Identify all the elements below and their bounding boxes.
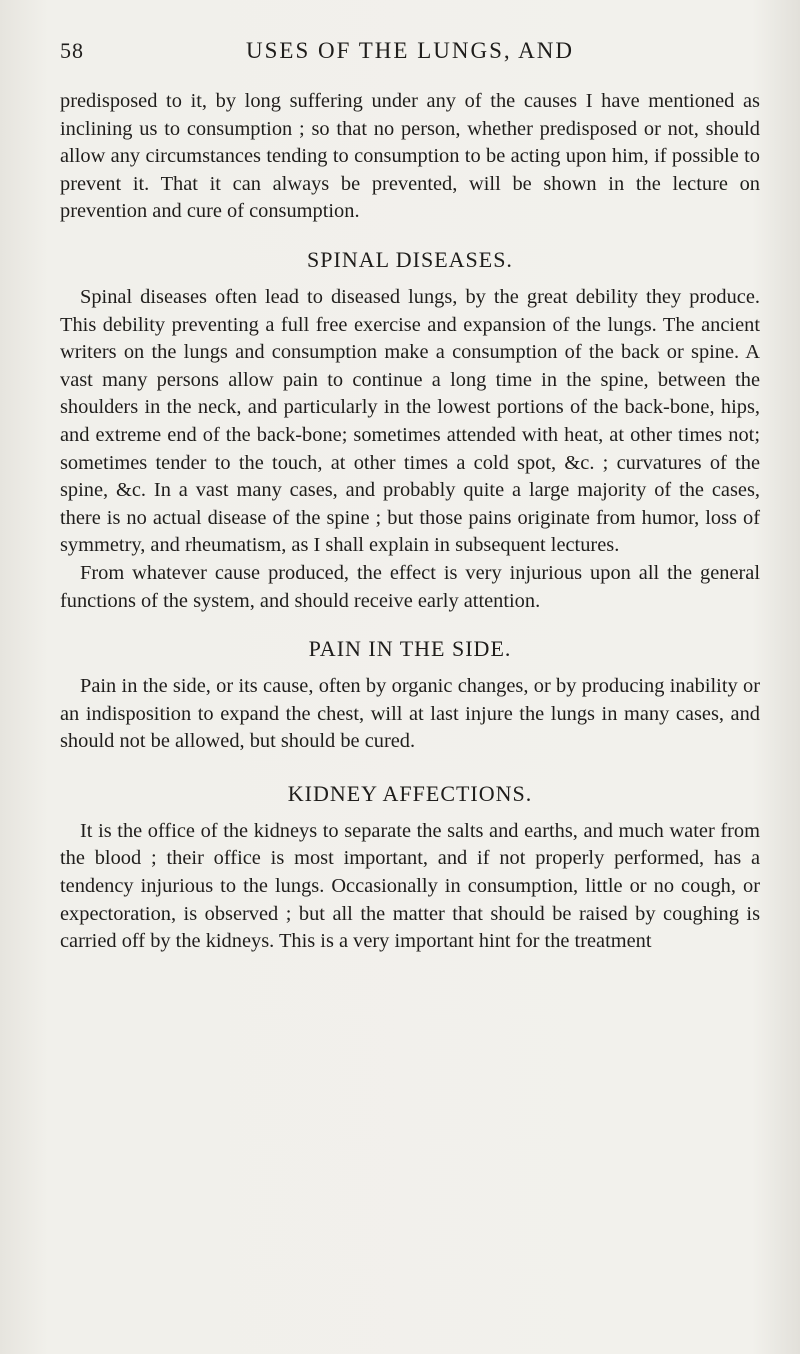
section-heading: KIDNEY AFFECTIONS. [287,780,533,806]
opening-paragraph: predisposed to it, by long suffering under any of the causes I have mentioned as inclining us to consumption ; so that no person, whether predisposed or not, should allow any circumstances tending to consumption to be acting upon him, if possible to prevent it. That it can always be prevented, will be shown in the lecture on prevention and cure of consumption. [60,90,760,223]
paragraph: Pain in the side, or its cause, often by organic changes, or by producing inability or an indisposition to expand the chest, will at last injure the lungs in many cases, and should not be allowed, but should be cured. [60,675,760,753]
section-spinal-diseases [60,236,760,615]
section-pain-in-the-side [60,625,760,756]
page-number: 58 [60,38,84,63]
paragraph: Spinal diseases often lead to diseased lungs, by the great debility they produce. This debility preventing a full free exercise and expansion of the lungs. The ancient writers on the lungs and consumption make a consumption of the back or spine. A vast many persons allow pain to continue a long time in the spine, between the shoulders in the neck, and particularly in the lowest portions of the back-bone, hips, and extreme end of the back-bone; sometimes attended with heat, at other times not; sometimes tender to the touch, at other times a cold spot, &c. ; curvatures of the spine, &c. In a vast many cases, and probably quite a large majority of the cases, there is no actual disease of the spine ; but those pains originate from humor, loss of symmetry, and rheumatism, as I shall explain in subsequent lectures. [60,285,760,557]
paragraph: From whatever cause produced, the effect is very injurious upon all the general functions of the system, and should receive early attention. [60,561,760,612]
page-header [60,38,760,68]
section-heading: PAIN IN THE SIDE. [308,636,512,662]
paragraph: It is the office of the kidneys to separate the salts and earths, and much water from the blood ; their office is most important, and if not properly performed, has a tendency injurious to the lungs. Occasionally in consumption, little or no cough, or expectoration, is observed ; but all the matter that should be raised by coughing is carried off by the kidneys. This is a very important hint for the treatment [60,819,760,953]
running-head: USES OF THE LUNGS, AND [246,38,574,63]
section-kidney-affections [60,770,760,956]
section-heading: SPINAL DISEASES. [307,246,513,272]
body-text [60,88,760,956]
